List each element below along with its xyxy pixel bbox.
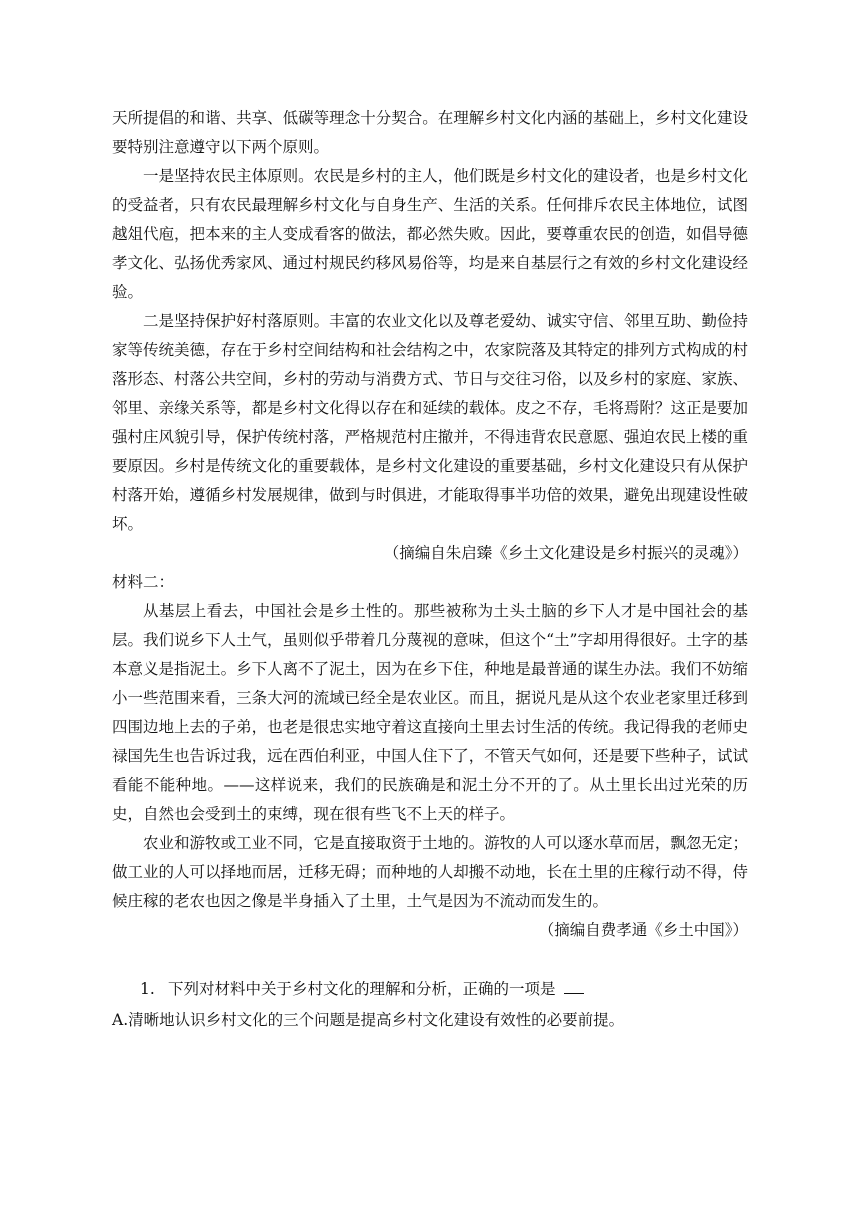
- paragraph-village-protection-principle: 二是坚持保护好村落原则。丰富的农业文化以及尊老爱幼、诚实守信、邻里互助、勤俭持家等传统美德，存在于乡村空间结构和社会结构之中，农家院落及其特定的排列方式构成的村落形态、村落公共空间，乡村的劳动与消费方式、节日与交往习俗，以及乡村的家庭、家族、邻里、亲缘关系等，都是乡村文化得以存在和延续的载体。皮之不存，毛将焉附？这正是要加强村庄风貌引导，保护传统村落，严格规范村庄撤并，不得违背农民意愿、强迫农民上楼的重要原因。乡村是传统文化的重要载体，是乡村文化建设的重要基础，乡村文化建设只有从保护村落开始，遵循乡村发展规律，做到与时俱进，才能取得事半功倍的效果，避免出现建设性破坏。: [112, 312, 748, 533]
- source-citation-2: （摘编自费孝通《乡土中国》）: [538, 921, 748, 939]
- paragraph-rural-society: 从基层上看去，中国社会是乡土性的。那些被称为土头土脑的乡下人才是中国社会的基层。我们说乡下人土气，虽则似乎带着几分蔑视的意味，但这个“土”字却用得很好。土字的基本意义是指泥土。乡下人离不了泥土，因为在乡下住，种地是最普通的谋生办法。我们不妨缩小一些范围来看，三条大河的流域已经全是农业区。而且，据说凡是从这个农业老家里迁移到四围边地上去的子弟，也老是很忠实地守着这直接向土里去讨生活的传统。我记得我的老师史禄国先生也告诉过我，远在西伯利亚，中国人住下了，不管天气如何，还是要下些种子，试试看能不能种地。——这样说来，我们的民族确是和泥土分不开的了。从土里长出过光荣的历史，自然也会受到土的束缚，现在很有些飞不上天的样子。: [112, 602, 748, 823]
- question-1: [112, 975, 748, 1004]
- option-a: A.清晰地认识乡村文化的三个问题是提高乡村文化建设有效性的必要前提。: [112, 1011, 625, 1029]
- paragraph-agriculture-land: 农业和游牧或工业不同，它是直接取资于土地的。游牧的人可以逐水草而居，飘忽无定；做工业的人可以择地而居，迁移无碍；而种地的人却搬不动地，长在土里的庄稼行动不得，侍候庄稼的老农也因之像是半身插入了土里，土气是因为不流动而发生的。: [112, 834, 748, 910]
- question-number: 1.: [140, 980, 155, 998]
- paragraph-continuation: 天所提倡的和谐、共享、低碳等理念十分契合。在理解乡村文化内涵的基础上，乡村文化建设要特别注意遵守以下两个原则。: [112, 109, 748, 156]
- answer-blank[interactable]: [564, 979, 584, 994]
- document-body: [112, 104, 748, 1035]
- paragraph-farmer-subject-principle: 一是坚持农民主体原则。农民是乡村的主人，他们既是乡村文化的建设者，也是乡村文化的受益者，只有农民最理解乡村文化与自身生产、生活的关系。任何排斥农民主体地位，试图越俎代庖，把本来的主人变成看客的做法，都必然失败。因此，要尊重农民的创造，如倡导德孝文化、弘扬优秀家风、通过村规民约移风易俗等，均是来自基层行之有效的乡村文化建设经验。: [112, 167, 748, 301]
- source-citation-1: （摘编自朱启臻《乡土文化建设是乡村振兴的灵魂》）: [383, 544, 748, 562]
- question-stem: 下列对材料中关于乡村文化的理解和分析，正确的一项是: [168, 980, 556, 998]
- material-2-label: 材料二：: [112, 573, 175, 591]
